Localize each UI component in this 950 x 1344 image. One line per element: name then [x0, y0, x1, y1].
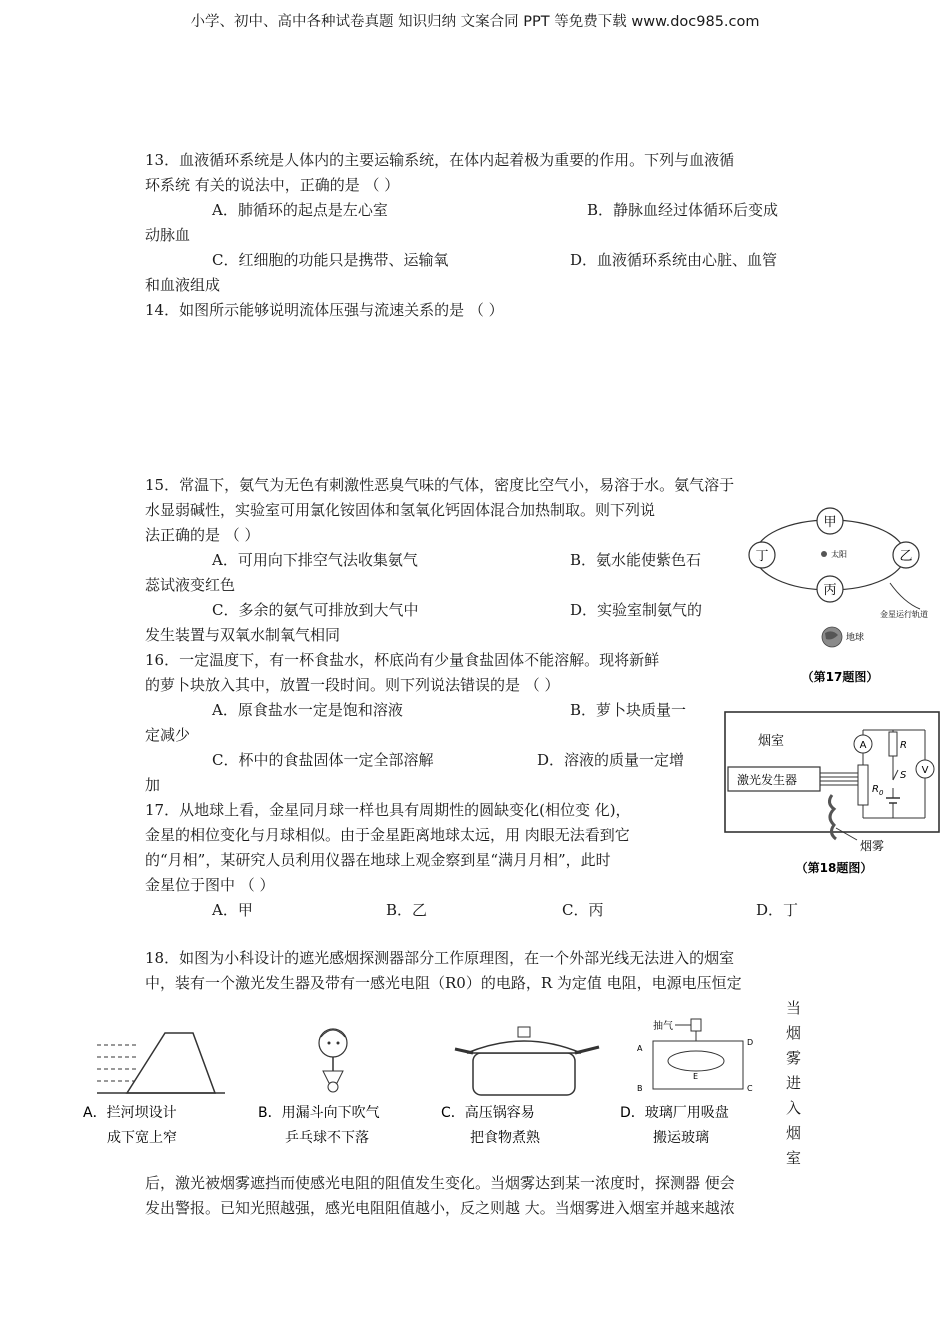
page-header: 小学、初中、高中各种试卷真题 知识归纳 文案合同 PPT 等免费下载 www.doc985.com [190, 14, 760, 30]
earth-label: 地球 [846, 633, 865, 643]
q18-vert-char: 烟 [786, 1024, 802, 1042]
orbit-label: 金星运行轨道 [880, 610, 928, 619]
q18-vert-char: 进 [786, 1074, 802, 1092]
position-yi-label: 乙 [899, 549, 913, 564]
q16-line1: 16．一定温度下，有一杯食盐水，杯底尚有少量食盐固体不能溶解。现将新鲜 [145, 651, 660, 669]
position-ding-label: 丁 [755, 549, 769, 564]
fig14-option-d-line2: 搬运玻璃 [653, 1130, 709, 1146]
q17-option-a: A．甲 [212, 901, 253, 919]
q15-option-b-cont: 蕊试液变红色 [145, 576, 236, 594]
q18-vert-char: 入 [786, 1099, 802, 1117]
q17-line4: 金星位于图中 （ ） [145, 876, 275, 894]
q13-option-c: C．红细胞的功能只是携带、运输氧 [212, 251, 449, 269]
fig14-option-c-line2: 把食物煮熟 [470, 1130, 540, 1146]
ammeter-label: A [859, 740, 867, 751]
q18-line4: 发出警报。已知光照越强，感光电阻阻值越小，反之则越 大。当烟雾进入烟室并越来越浓 [145, 1199, 735, 1217]
q18-line2: 中，装有一个激光发生器及带有一感光电阻（R0）的电路，R 为定值 电阻，电源电压恒定 [145, 974, 742, 992]
figure-18-smoke-detector [722, 710, 944, 882]
q15-line3: 法正确的是 （ ） [145, 526, 260, 544]
q15-option-d-cont: 发生装置与双氧水制氧气相同 [145, 626, 341, 644]
switch-s [893, 770, 898, 780]
q16-option-b: B．萝卜块质量一 [570, 701, 687, 719]
dam-illustration [97, 1033, 225, 1093]
q17-line1: 17．从地球上看，金星同月球一样也具有周期性的圆缺变化(相位变 化)， [145, 801, 631, 819]
fig14-option-b-line2: 乒乓球不下落 [285, 1130, 369, 1146]
fig14-option-b-line1: B．用漏斗向下吹气 [258, 1105, 380, 1121]
r0-label: R [872, 784, 879, 795]
photoresistor-r0 [858, 765, 868, 805]
q13-option-b-cont: 动脉血 [145, 226, 191, 244]
fig14-d-label-a: A [637, 1044, 643, 1053]
fig14-d-label-e: E [693, 1072, 699, 1081]
position-bing-label: 丙 [823, 583, 837, 598]
q15-option-a: A．可用向下排空气法收集氨气 [212, 551, 418, 569]
q18-vert-char: 当 [786, 999, 802, 1017]
q14-stem: 14．如图所示能够说明流体压强与流速关系的是 （ ） [145, 301, 504, 319]
q16-option-a: A．原食盐水一定是饱和溶液 [212, 701, 403, 719]
pressure-cooker-illustration [455, 1027, 599, 1095]
resistor-r-label: R [900, 740, 907, 751]
q17-option-b: B．乙 [386, 901, 428, 919]
smoke-label: 烟雾 [860, 839, 885, 853]
figure-17-caption: （第17题图） [801, 670, 879, 684]
q17-option-c: C．丙 [562, 901, 604, 919]
q13-stem-line2: 环系统 有关的说法中，正确的是 （ ） [145, 176, 400, 194]
q17-line3: 的“月相”，某研究人员利用仪器在地球上观金察到星“满月月相”，此时 [145, 851, 611, 869]
sun-icon [821, 551, 827, 557]
fig14-d-label-c: C [747, 1084, 753, 1093]
q17-option-d: D．丁 [756, 901, 799, 919]
voltmeter-label: V [921, 765, 929, 776]
q16-option-d-cont: 加 [145, 776, 161, 794]
r0-subscript: 0 [879, 789, 884, 797]
q16-option-d: D．溶液的质量一定增 [537, 751, 685, 769]
switch-label: S [900, 770, 907, 781]
funnel-ball-illustration [319, 1029, 347, 1092]
fig14-option-d-line1: D．玻璃厂用吸盘 [620, 1105, 729, 1121]
fig14-option-c-line1: C．高压锅容易 [441, 1105, 535, 1121]
q13-option-d-cont: 和血液组成 [145, 276, 221, 294]
pump-label: 抽气 [653, 1021, 673, 1032]
laser-generator-label: 激光发生器 [737, 773, 798, 787]
q18-vert-char: 室 [786, 1149, 802, 1167]
fig14-d-label-d: D [747, 1038, 754, 1047]
q16-option-b-cont: 定减少 [145, 726, 191, 744]
q16-line2: 的萝卜块放入其中，放置一段时间。则下列说法错误的是 （ ） [145, 676, 560, 694]
q18-line1: 18．如图为小科设计的遮光感烟探测器部分工作原理图，在一个外部光线无法进入的烟室 [145, 949, 735, 967]
q18-vert-char: 烟 [786, 1124, 802, 1142]
position-jia-label: 甲 [823, 515, 837, 530]
fig14-option-a-line1: A．拦河坝设计 [83, 1105, 177, 1121]
q17-line2: 金星的相位变化与月球相似。由于金星距离地球太远，用 肉眼无法看到它 [145, 826, 630, 844]
figure-17-venus-orbit [740, 505, 945, 690]
q15-line1: 15．常温下，氨气为无色有刺激性恶臭气味的气体，密度比空气小，易溶于水。氨气溶于 [145, 476, 735, 494]
q13-stem-line1: 13．血液循环系统是人体内的主要运输系统，在体内起着极为重要的作用。下列与血液循 [145, 151, 735, 169]
figure-18-caption: （第18题图） [795, 861, 873, 875]
q18-line3: 后，激光被烟雾遮挡而使感光电阻的阻值发生变化。当烟雾达到某一浓度时，探测器 便会 [145, 1174, 735, 1192]
q18-vert-char: 雾 [786, 1049, 802, 1067]
smoke-room-label: 烟室 [758, 734, 785, 749]
q15-option-d: D．实验室制氨气的 [570, 601, 703, 619]
q16-option-c: C．杯中的食盐固体一定全部溶解 [212, 751, 434, 769]
q15-option-c: C．多余的氨气可排放到大气中 [212, 601, 419, 619]
q13-option-d: D．血液循环系统由心脏、血管 [570, 251, 778, 269]
q13-option-b: B．静脉血经过体循环后变成 [587, 201, 779, 219]
figure-14-options [75, 1015, 785, 1150]
sun-label: 太阳 [831, 550, 847, 559]
resistor-r [889, 732, 897, 756]
fig14-option-a-line2: 成下宽上窄 [107, 1130, 177, 1146]
q13-option-a: A．肺循环的起点是左心室 [212, 201, 388, 219]
q15-line2: 水显弱碱性，实验室可用氯化铵固体和氢氧化钙固体混合加热制取。则下列说 [145, 501, 656, 519]
fig14-d-label-b: B [637, 1084, 643, 1093]
suction-cup-illustration [637, 1019, 753, 1093]
q15-option-b: B．氨水能使紫色石 [570, 551, 702, 569]
